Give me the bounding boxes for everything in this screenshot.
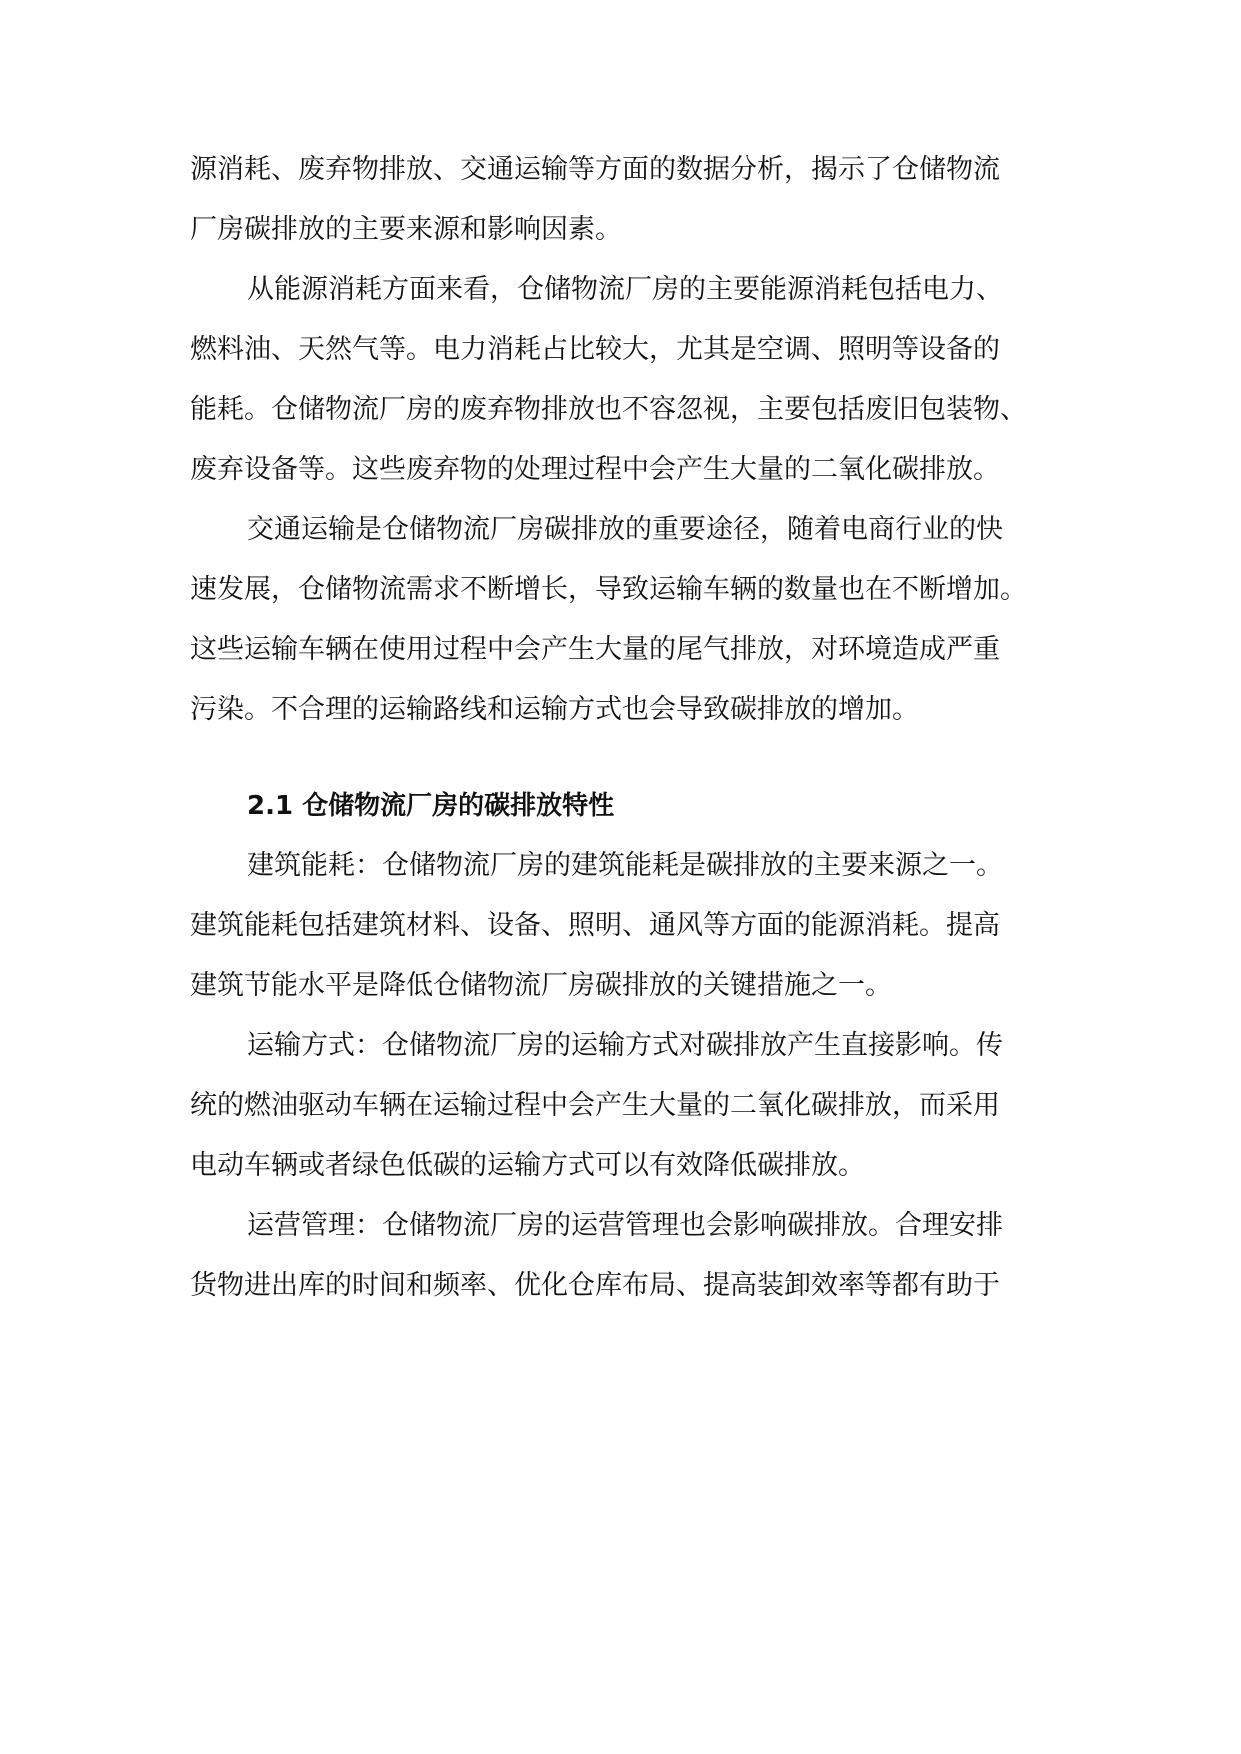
text-line: 建筑能耗：仓储物流厂房的建筑能耗是碳排放的主要来源之一。 (247, 850, 1003, 881)
text-line: 从能源消耗方面来看，仓储物流厂房的主要能源消耗包括电力、 (247, 274, 1003, 305)
text-line: 速发展，仓储物流需求不断增长，导致运输车辆的数量也在不断增加。 (190, 574, 1027, 605)
text-line: 运营管理：仓储物流厂房的运营管理也会影响碳排放。合理安排 (247, 1210, 1003, 1241)
text-line: 能耗。仓储物流厂房的废弃物排放也不容忽视，主要包括废旧包装物、 (190, 394, 1027, 425)
body-text (190, 140, 1050, 1316)
text-line: 废弃设备等。这些废弃物的处理过程中会产生大量的二氧化碳排放。 (190, 454, 1000, 485)
text-line: 建筑能耗包括建筑材料、设备、照明、通风等方面的能源消耗。提高 (190, 910, 1000, 941)
text-line: 污染。不合理的运输路线和运输方式也会导致碳排放的增加。 (190, 694, 919, 725)
text-line: 统的燃油驱动车辆在运输过程中会产生大量的二氧化碳排放，而采用 (190, 1090, 1000, 1121)
section-heading: 2.1 仓储物流厂房的碳排放特性 (247, 791, 615, 821)
text-line: 交通运输是仓储物流厂房碳排放的重要途径，随着电商行业的快 (247, 514, 1003, 545)
text-line: 建筑节能水平是降低仓储物流厂房碳排放的关键措施之一。 (190, 970, 892, 1001)
text-line: 运输方式：仓储物流厂房的运输方式对碳排放产生直接影响。传 (247, 1030, 1003, 1061)
text-line: 燃料油、天然气等。电力消耗占比较大，尤其是空调、照明等设备的 (190, 334, 1000, 365)
text-line: 这些运输车辆在使用过程中会产生大量的尾气排放，对环境造成严重 (190, 634, 1000, 665)
text-line: 源消耗、废弃物排放、交通运输等方面的数据分析，揭示了仓储物流 (190, 154, 1000, 185)
text-line: 电动车辆或者绿色低碳的运输方式可以有效降低碳排放。 (190, 1150, 865, 1181)
text-line: 货物进出库的时间和频率、优化仓库布局、提高装卸效率等都有助于 (190, 1270, 1000, 1301)
text-line: 厂房碳排放的主要来源和影响因素。 (190, 214, 622, 245)
